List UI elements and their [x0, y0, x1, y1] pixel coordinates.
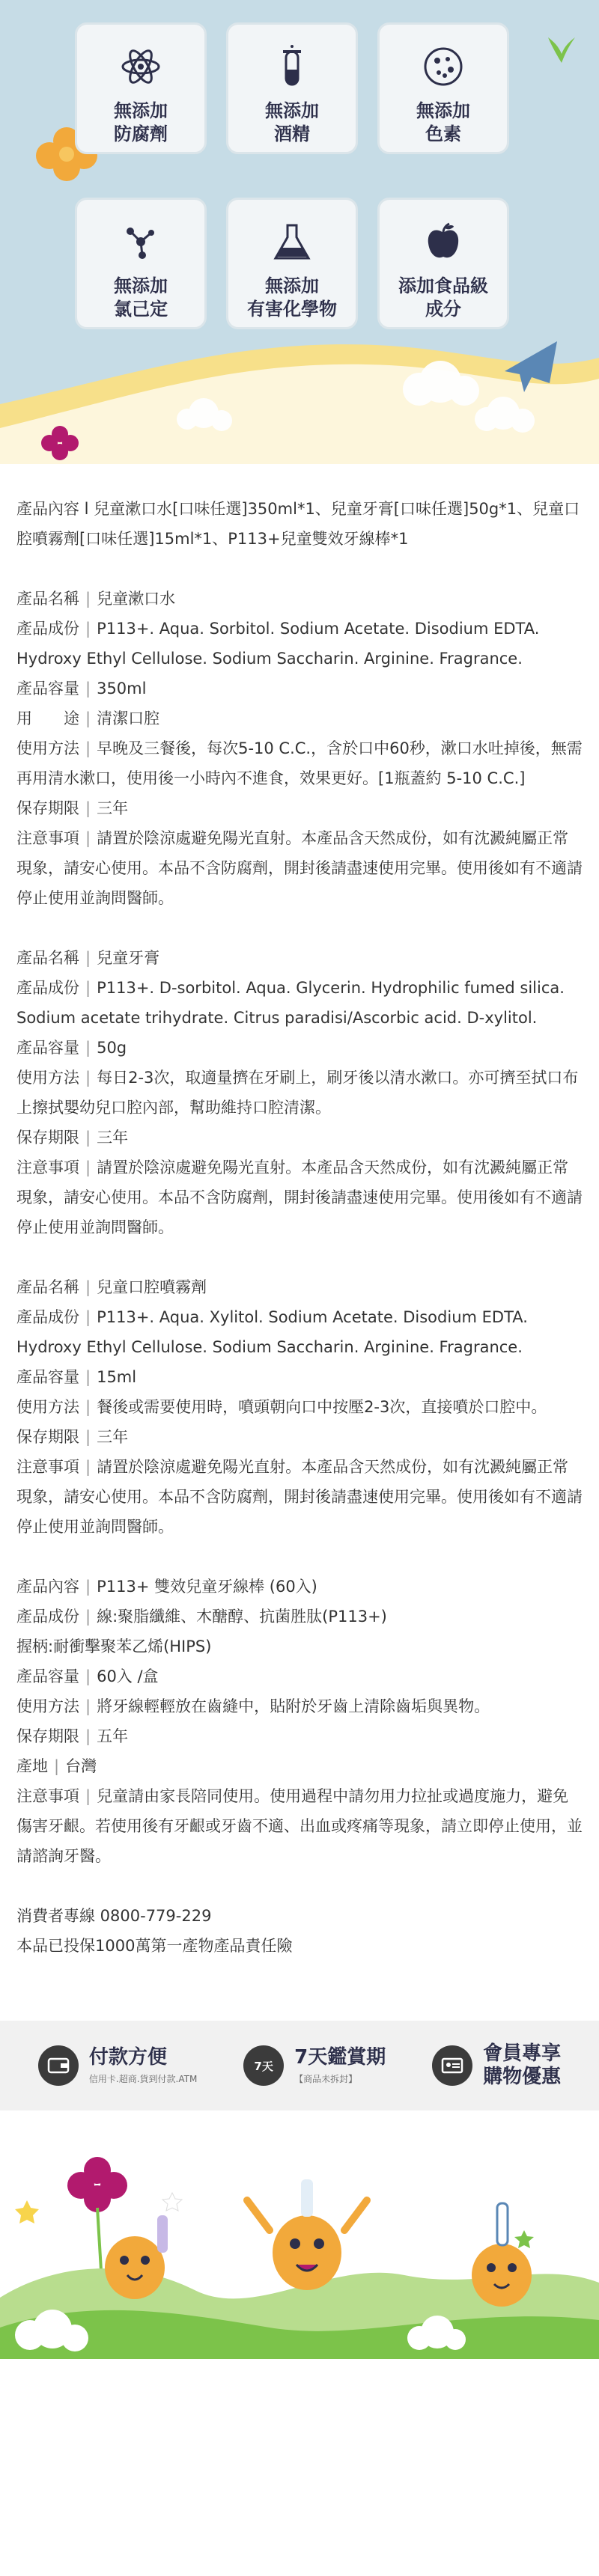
hero-banner [0, 0, 599, 464]
spec-row [16, 1781, 583, 1871]
spec-separator: | [85, 799, 91, 817]
spec-row [16, 1721, 583, 1751]
spec-row [16, 1392, 583, 1422]
feature-label: 添加食品級 成分 [398, 275, 488, 320]
spec-label: 使用方法 [16, 1697, 79, 1715]
spec-value: 請置於陰涼處避免陽光直射。本產品含天然成份，如有沈澱純屬正常現象，請安心使用。本品不含防腐劑，開封後請盡速使用完畢。使用後如有不適請停止使用並詢問醫師。 [16, 1159, 583, 1236]
spec-separator: | [54, 1757, 60, 1775]
spec-value: 兒童牙膏 [97, 949, 160, 967]
spec-separator: | [85, 1578, 91, 1596]
spec-label: 產品成份 [16, 979, 79, 997]
spec-label: 產品名稱 [16, 1278, 79, 1296]
benefit-title: 7天鑑賞期 [294, 2046, 386, 2069]
spec-row [16, 703, 583, 733]
benefit-subtitle: 【商品未拆封】 [294, 2073, 358, 2084]
spec-label: 產品容量 [16, 1039, 79, 1057]
benefit-member [432, 2042, 561, 2089]
spec-separator: | [85, 1608, 91, 1626]
product-spec-block [16, 584, 583, 913]
spec-value: 60入 /盒 [97, 1667, 159, 1685]
spec-row [16, 1063, 583, 1123]
contents-line: 產品內容 l 兒童漱口水[口味任選]350ml*1、兒童牙膏[口味任選]50g*1、兒童口腔噴霧劑[口味任選]15ml*1、P113+兒童雙效牙線棒*1 [16, 500, 580, 548]
atom-icon [118, 44, 163, 89]
spec-row [16, 973, 583, 1033]
spec-row [16, 823, 583, 913]
apple-icon [421, 219, 466, 264]
spec-value: P113+ 雙效兒童牙線棒 (60入) [97, 1578, 317, 1596]
spec-label: 產品成份 [16, 620, 79, 638]
flask-icon [270, 219, 314, 264]
spec-label: 注意事項 [16, 1458, 79, 1476]
spec-value: 15ml [97, 1368, 137, 1386]
spec-label: 產品成份 [16, 1608, 79, 1626]
spec-separator: | [85, 1667, 91, 1685]
spec-label: 保存期限 [16, 1129, 79, 1147]
feature-tile-no-chlorhexidine [75, 198, 207, 329]
spec-label: 保存期限 [16, 1428, 79, 1446]
feature-tile-no-coloring [377, 22, 509, 154]
benefit-title: 會員專享 購物優惠 [483, 2042, 562, 2088]
feature-label: 無添加 氯己定 [114, 275, 168, 320]
feature-label: 無添加 有害化學物 [247, 275, 337, 320]
spec-row [16, 1602, 583, 1632]
product-spec-block [16, 1272, 583, 1542]
spec-value: 請置於陰涼處避免陽光直射。本產品含天然成份，如有沈澱純屬正常現象，請安心使用。本品不含防腐劑，開封後請盡速使用完畢。使用後如有不適請停止使用並詢問醫師。 [16, 829, 583, 907]
spec-value: 兒童請由家長陪同使用。使用過程中請勿用力拉扯或過度施力，避免傷害牙齦。若使用後有牙齦或牙齒不適、出血或疼痛等現象，請立即停止使用，並請諮詢牙醫。 [16, 1787, 583, 1865]
spec-separator: | [85, 1787, 91, 1805]
spec-label: 產品內容 [16, 1578, 79, 1596]
spec-row [16, 1691, 583, 1721]
spec-separator: | [85, 979, 91, 997]
spec-label: 產品容量 [16, 1667, 79, 1685]
spec-label: 產地 [16, 1757, 48, 1775]
spec-label: 用 途 [16, 709, 79, 727]
feature-label: 無添加 防腐劑 [114, 100, 168, 145]
feature-label: 無添加 色素 [416, 100, 470, 145]
contact-info [16, 1901, 583, 1961]
spec-value: 早晚及三餐後，每次5-10 C.C.，含於口中60秒，漱口水吐掉後，無需再用清水漱口，使用後一小時內不進食，效果更好。[1瓶蓋約 5-10 C.C.] [16, 739, 583, 787]
spec-value: 請置於陰涼處避免陽光直射。本產品含天然成份，如有沈澱純屬正常現象，請安心使用。本品不含防腐劑，開封後請盡速使用完畢。使用後如有不適請停止使用並詢問醫師。 [16, 1458, 583, 1536]
spec-value: 50g [97, 1039, 127, 1057]
feature-tile-no-preservative [75, 22, 207, 154]
spec-value: 餐後或需要使用時，噴頭朝向口中按壓2-3次，直接噴於口腔中。 [97, 1398, 547, 1416]
spec-value: 台灣 [65, 1757, 97, 1775]
spec-label: 產品成份 [16, 1308, 79, 1326]
spec-separator: | [85, 1727, 91, 1745]
spec-value: 三年 [97, 1428, 129, 1446]
feature-tiles [75, 22, 494, 329]
spec-row [16, 614, 583, 674]
molecule-icon [118, 219, 163, 264]
spec-label: 使用方法 [16, 1398, 79, 1416]
spec-label: 產品容量 [16, 680, 79, 698]
spec-row [16, 1153, 583, 1242]
spec-separator: | [85, 949, 91, 967]
benefit-title: 付款方便 [88, 2046, 167, 2069]
spec-value: 將牙線輕輕放在齒縫中，貼附於牙齒上清除齒垢與異物。 [97, 1697, 490, 1715]
spec-separator: | [85, 739, 91, 757]
spec-row [16, 1661, 583, 1691]
spec-row [16, 1123, 583, 1153]
spec-separator: | [85, 709, 91, 727]
spec-value: P113+. Aqua. Xylitol. Sodium Acetate. Disodium EDTA. Hydroxy Ethyl Cellulose. Sodium Saccharin. Arginine. Fragrance. [16, 1308, 528, 1356]
wallet-icon [38, 2045, 79, 2086]
spec-label: 注意事項 [16, 1159, 79, 1176]
spec-label: 使用方法 [16, 739, 79, 757]
spec-value: 兒童口腔噴霧劑 [97, 1278, 207, 1296]
feature-tile-no-alcohol [226, 22, 358, 154]
spec-row [16, 1272, 583, 1302]
spec-value: 線:聚脂纖維、木醣醇、抗菌胜肽(P113+) [97, 1608, 387, 1626]
contents-summary [16, 494, 583, 554]
spec-label: 保存期限 [16, 799, 79, 817]
spec-row [16, 1422, 583, 1452]
spec-separator: | [85, 1458, 91, 1476]
test-tube-icon [270, 44, 314, 89]
spec-separator: | [85, 590, 91, 608]
footer-illustration [0, 2110, 599, 2359]
cartoon-hills-illustration [0, 2110, 599, 2359]
spec-value: 握柄:耐衝擊聚苯乙烯(HIPS) [16, 1638, 212, 1655]
spec-separator: | [85, 620, 91, 638]
hotline-text: 消費者專線 0800-779-229 [16, 1907, 212, 1925]
spec-row [16, 1362, 583, 1392]
spec-label: 使用方法 [16, 1069, 79, 1087]
airplane-icon [497, 337, 562, 397]
spec-row [16, 584, 583, 614]
spec-separator: | [85, 1039, 91, 1057]
feature-tile-food-grade [377, 198, 509, 329]
leaf-logo-icon [545, 33, 580, 67]
spec-row [16, 943, 583, 973]
spec-label: 注意事項 [16, 1787, 79, 1805]
product-spec-content [0, 464, 599, 1961]
feature-label: 無添加 酒精 [265, 100, 319, 145]
spec-value: 清潔口腔 [97, 709, 160, 727]
spec-label: 產品名稱 [16, 590, 79, 608]
magenta-flower-icon [40, 425, 79, 461]
spec-row [16, 733, 583, 793]
spec-separator: | [85, 1069, 91, 1087]
benefit-7-day-trial [243, 2045, 386, 2086]
spec-value: 每日2-3次，取適量擠在牙刷上，刷牙後以清水漱口。亦可擠至拭口布上擦拭嬰幼兒口腔內部，幫助維持口腔清潔。 [16, 1069, 579, 1117]
spec-row [16, 1751, 583, 1781]
seven-days-icon: 7天 [243, 2045, 284, 2086]
spec-value: 五年 [97, 1727, 129, 1745]
spec-separator: | [85, 1159, 91, 1176]
spec-separator: | [85, 1428, 91, 1446]
feature-tile-no-harmful-chemicals [226, 198, 358, 329]
benefit-subtitle: 信用卡.超商.貨到付款.ATM [88, 2073, 198, 2084]
member-card-icon [432, 2045, 472, 2086]
spec-row [16, 1302, 583, 1362]
insurance-text: 本品已投保1000萬第一產物產品責任險 [16, 1937, 293, 1955]
spec-label: 產品名稱 [16, 949, 79, 967]
spec-row [16, 1033, 583, 1063]
spec-label: 注意事項 [16, 829, 79, 847]
spec-row [16, 1572, 583, 1602]
spec-separator: | [85, 680, 91, 698]
benefits-bar [0, 2021, 599, 2110]
spec-value: 三年 [97, 799, 129, 817]
spec-separator: | [85, 1398, 91, 1416]
spec-row [16, 1452, 583, 1542]
spec-value: 三年 [97, 1129, 129, 1147]
spec-label: 保存期限 [16, 1727, 79, 1745]
spec-separator: | [85, 1278, 91, 1296]
product-spec-block [16, 1572, 583, 1871]
spec-separator: | [85, 1129, 91, 1147]
color-dots-icon [421, 44, 466, 89]
spec-row [16, 674, 583, 703]
spec-value: P113+. D-sorbitol. Aqua. Glycerin. Hydrophilic fumed silica. Sodium acetate trihydrate. Citrus paradisi/Ascorbic acid. D-xylitol. [16, 979, 565, 1027]
spec-value: P113+. Aqua. Sorbitol. Sodium Acetate. Disodium EDTA. Hydroxy Ethyl Cellulose. Sodium Saccharin. Arginine. Fragrance. [16, 620, 540, 668]
spec-value: 兒童漱口水 [97, 590, 176, 608]
benefit-payment [38, 2045, 197, 2086]
spec-row [16, 793, 583, 823]
spec-separator: | [85, 829, 91, 847]
spec-separator: | [85, 1308, 91, 1326]
product-spec-block [16, 943, 583, 1242]
spec-label: 產品容量 [16, 1368, 79, 1386]
spec-separator: | [85, 1368, 91, 1386]
spec-value: 350ml [97, 680, 147, 698]
spec-row [16, 1632, 583, 1661]
spec-separator: | [85, 1697, 91, 1715]
